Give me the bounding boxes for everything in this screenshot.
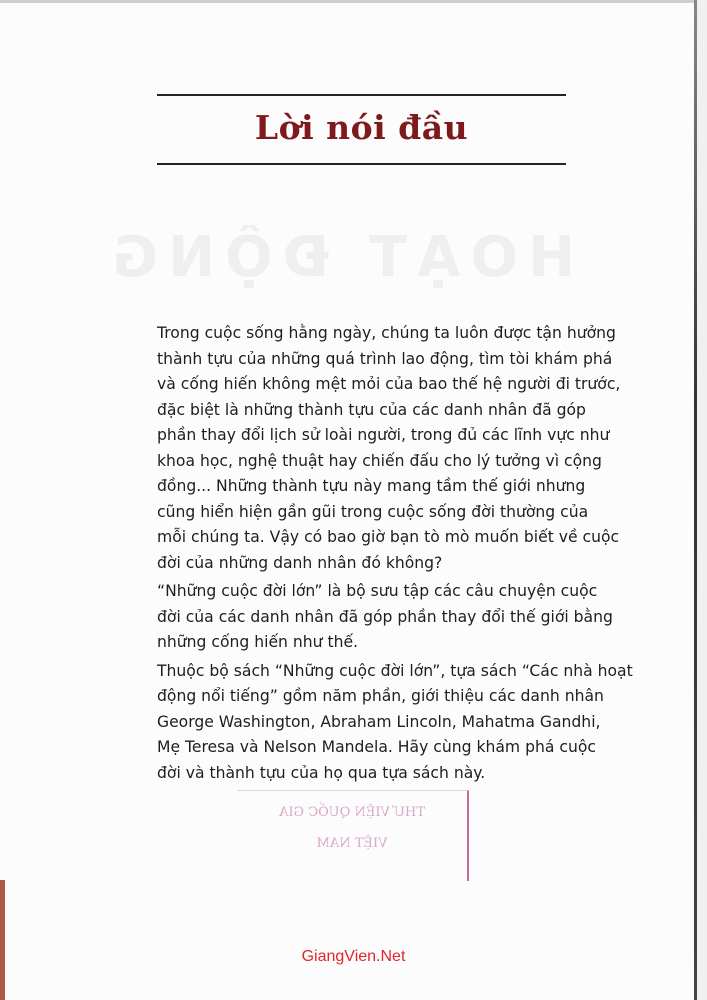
text-line: những cống hiến như thế. <box>157 633 359 651</box>
library-stamp <box>237 790 469 881</box>
text-line: mỗi chúng ta. Vậy có bao giờ bạn tò mò muốn biết về cuộc <box>157 528 620 546</box>
text-line: đời và thành tựu của họ qua tựa sách này. <box>157 763 486 782</box>
stamp-line-2: VIỆT NAM <box>316 836 388 851</box>
page-left-edge <box>0 880 5 1000</box>
text-line: động nổi tiếng” gồm năm phần, giới thiệu các danh nhân <box>157 687 604 705</box>
text-line: khoa học, nghệ thuật hay chiến đấu cho lý tưởng vì cộng <box>157 451 602 470</box>
bleed-through-text: HOẠT ĐỘNG <box>102 225 575 290</box>
text-line: Thuộc bộ sách “Những cuộc đời lớn”, tựa sách “Các nhà hoạt <box>157 661 633 680</box>
text-line: “Những cuộc đời lớn” là bộ sưu tập các câu chuyện cuộc <box>157 582 598 600</box>
text-line: đời của những danh nhân đó không? <box>157 553 443 572</box>
paragraph <box>157 579 613 656</box>
page-right-edge <box>694 0 697 1000</box>
text-line: thành tựu của những quá trình lao động, tìm tòi khám phá <box>157 349 613 368</box>
text-line: và cống hiến không mệt mỏi của bao thế hệ người đi trước, <box>157 375 621 393</box>
text-line: đời của các danh nhân đã góp phần thay đổi thế giới bằng <box>157 607 613 626</box>
page-right-margin <box>697 0 707 1000</box>
stamp-line-1: THƯ VIỆN QUỐC GIA <box>279 805 425 820</box>
text-line: Trong cuộc sống hằng ngày, chúng ta luôn được tận hưởng <box>157 324 616 342</box>
title-top-rule <box>157 94 566 96</box>
text-line: đặc biệt là những thành tựu của các danh nhân đã góp <box>157 400 586 419</box>
paragraph <box>157 659 633 787</box>
text-line: Mẹ Teresa và Nelson Mandela. Hãy cùng khám phá cuộc <box>157 738 596 756</box>
page-top-edge <box>0 0 707 3</box>
title-bottom-rule <box>157 163 566 165</box>
page-title: Lời nói đầu <box>254 108 469 147</box>
text-line: phần thay đổi lịch sử loài người, trong đủ các lĩnh vực như <box>157 426 610 444</box>
text-line: cũng hiển hiện gần gũi trong cuộc sống đời thường của <box>157 502 589 521</box>
paragraph <box>157 321 621 576</box>
preface-body <box>157 321 633 789</box>
text-line: đồng... Những thành tựu này mang tầm thế giới nhưng <box>157 477 586 495</box>
text-line: George Washington, Abraham Lincoln, Mahatma Gandhi, <box>157 712 601 731</box>
watermark: GiangVien.Net <box>301 948 406 965</box>
